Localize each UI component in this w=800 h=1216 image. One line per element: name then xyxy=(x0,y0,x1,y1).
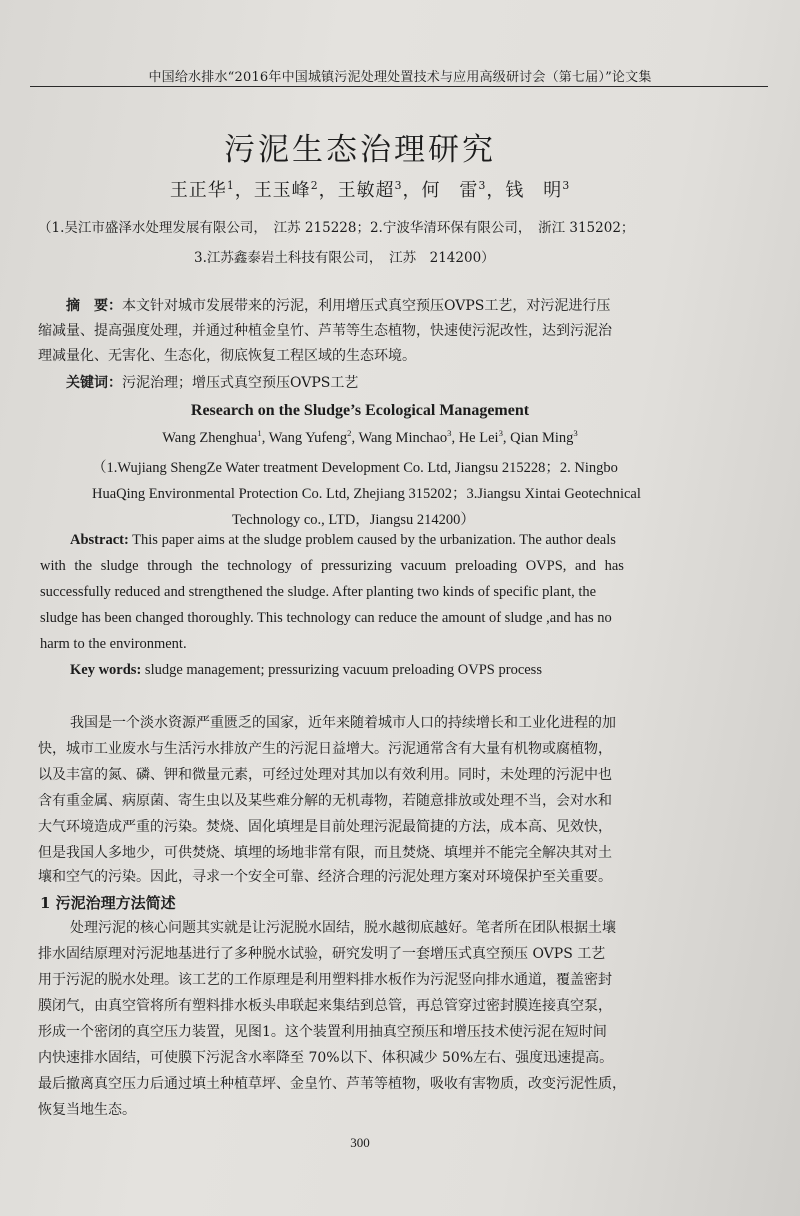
affiliation-en-line: （1.Wujiang ShengZe Water treatment Development Co. Ltd, Jiangsu 215228；2. Ningbo xyxy=(92,460,618,476)
author-list-en: Wang Zhenghua$^1$, Wang Yufeng$^2$, Wang Minchao$^3$, He Lei$^3$, Qian Ming$^3$ xyxy=(162,428,578,446)
abstract-en-line: with the sludge through the technology of pressurizing vacuum preloading OVPS, and has xyxy=(40,558,624,574)
author-sup: 3 xyxy=(573,428,578,438)
section-line: 处理污泥的核心问题其实就是让污泥脱水固结，脱水越彻底越好。笔者所在团队根据土壤 xyxy=(70,920,616,936)
author-cn: 王正华 xyxy=(169,180,227,201)
keywords-en-label: Key words: xyxy=(70,662,142,678)
abstract-cn-line: 缩减量、提高强度处理，并通过种植金皇竹、芦苇等生态植物，快速使污泥改性，达到污泥治 xyxy=(38,323,612,339)
author-sup: 3 xyxy=(562,179,571,192)
affiliation-en-line: Technology co., LTD，Jiangsu 214200） xyxy=(232,512,475,528)
keywords-cn-label: 关键词： xyxy=(66,375,122,391)
section-line: 膜闭气，由真空管将所有塑料排水板头串联起来集结到总管，再总管穿过密封膜连接真空泵， xyxy=(38,998,612,1014)
intro-line: 大气环境造成严重的污染。焚烧、固化填埋是目前处理污泥最简捷的方法，成本高、见效快， xyxy=(38,819,612,835)
author-sup: 1 xyxy=(257,428,262,438)
section-line: 内快速排水固结，可使膜下污泥含水率降至 70%以下、体积减少 50%左右、强度迅速提高。 xyxy=(38,1050,614,1066)
intro-line: 我国是一个淡水资源严重匮乏的国家，近年来随着城市人口的持续增长和工业化进程的加 xyxy=(70,715,616,731)
intro-line: 壤和空气的污染。因此，寻求一个安全可靠、经济合理的污泥处理方案对环境保护至关重要。 xyxy=(38,869,612,885)
abstract-cn-label: 摘 要： xyxy=(66,298,122,314)
intro-line: 含有重金属、病原菌、寄生虫以及某些难分解的无机毒物，若随意排放或处理不当，会对水和 xyxy=(38,793,612,809)
author-list-cn: 王正华$^1$，王玉峰$^2$，王敏超$^3$，何 雷$^3$，钱 明$^3$ xyxy=(169,179,571,201)
author-en: He Lei xyxy=(458,429,499,446)
paper-title-cn: 污泥生态治理研究 xyxy=(224,132,496,168)
running-header: 中国给水排水“2016年中国城镇污泥处理处置技术与应用高级研讨会（第七届）”论文集 xyxy=(148,70,652,85)
affiliation-cn-line: （1.吴江市盛泽水处理发展有限公司， 江苏 215228；2.宁波华清环保有限公司， 浙江 315202； xyxy=(38,220,635,236)
section-line: 恢复当地生态。 xyxy=(38,1102,136,1118)
author-cn: 钱 明 xyxy=(505,180,563,201)
author-sup: 1 xyxy=(226,179,235,192)
author-sup: 2 xyxy=(310,179,319,192)
author-sup: 3 xyxy=(478,179,487,192)
author-cn: 王玉峰 xyxy=(253,180,311,201)
author-en: Wang Zhenghua xyxy=(162,429,258,446)
abstract-cn-line: 理减量化、无害化、生态化，彻底恢复工程区域的生态环境。 xyxy=(38,348,416,364)
section-heading: 1 污泥治理方法简述 xyxy=(40,894,176,912)
author-sup: 2 xyxy=(347,428,352,438)
abstract-en-label: Abstract: xyxy=(70,532,129,548)
keywords-cn: 关键词：污泥治理；增压式真空预压OVPS工艺 xyxy=(66,375,359,391)
section-line: 排水固结原理对污泥地基进行了多种脱水试验，研究发明了一套增压式真空预压 OVPS 工艺 xyxy=(38,946,606,962)
author-cn: 何 雷 xyxy=(421,180,479,201)
keywords-en: Key words: sludge management; pressurizing vacuum preloading OVPS process xyxy=(70,662,542,678)
intro-line: 但是我国人多地少，可供焚烧、填埋的场地非常有限，而且焚烧、填埋并不能完全解决其对土 xyxy=(38,845,612,861)
intro-line: 快，城市工业废水与生活污水排放产生的污泥日益增大。污泥通常含有大量有机物或腐植物， xyxy=(38,741,612,757)
abstract-en-line: successfully reduced and strengthened the sludge. After planting two kinds of specific plant, the xyxy=(40,584,597,600)
affiliation-cn-line: 3.江苏鑫泰岩土科技有限公司， 江苏 214200） xyxy=(194,250,495,266)
page-number: 300 xyxy=(350,1135,370,1150)
paper-title-en: Research on the Sludge’s Ecological Management xyxy=(190,402,530,419)
abstract-en-line: Abstract: This paper aims at the sludge problem caused by the urbanization. The author deals xyxy=(70,532,616,548)
author-sup: 3 xyxy=(498,428,503,438)
section-line: 形成一个密闭的真空压力装置，见图1。这个装置利用抽真空预压和增压技术使污泥在短时间 xyxy=(38,1024,607,1040)
author-cn: 王敏超 xyxy=(337,180,395,201)
author-en: Wang Minchao xyxy=(358,429,448,446)
affiliation-en-line: HuaQing Environmental Protection Co. Ltd, Zhejiang 315202；3.Jiangsu Xintai Geotechnical xyxy=(92,486,641,502)
header-rule xyxy=(30,86,768,87)
author-en: Wang Yufeng xyxy=(268,429,348,446)
abstract-en-line: harm to the environment. xyxy=(40,636,187,652)
intro-line: 以及丰富的氮、磷、钾和微量元素，可经过处理对其加以有效利用。同时，未处理的污泥中也 xyxy=(38,767,612,783)
author-sup: 3 xyxy=(447,428,452,438)
author-sup: 3 xyxy=(394,179,403,192)
abstract-cn-line: 摘 要：本文针对城市发展带来的污泥，利用增压式真空预压OVPS工艺，对污泥进行压 xyxy=(66,298,611,314)
section-line: 用于污泥的脱水处理。该工艺的工作原理是利用塑料排水板作为污泥竖向排水通道，覆盖密封 xyxy=(38,972,612,988)
section-line: 最后撤离真空压力后通过填土种植草坪、金皇竹、芦苇等植物，吸收有害物质，改变污泥性质， xyxy=(38,1076,626,1092)
author-en: Qian Ming xyxy=(510,429,574,446)
abstract-en-line: sludge has been changed thoroughly. This technology can reduce the amount of sludge ,and has no xyxy=(40,610,612,626)
